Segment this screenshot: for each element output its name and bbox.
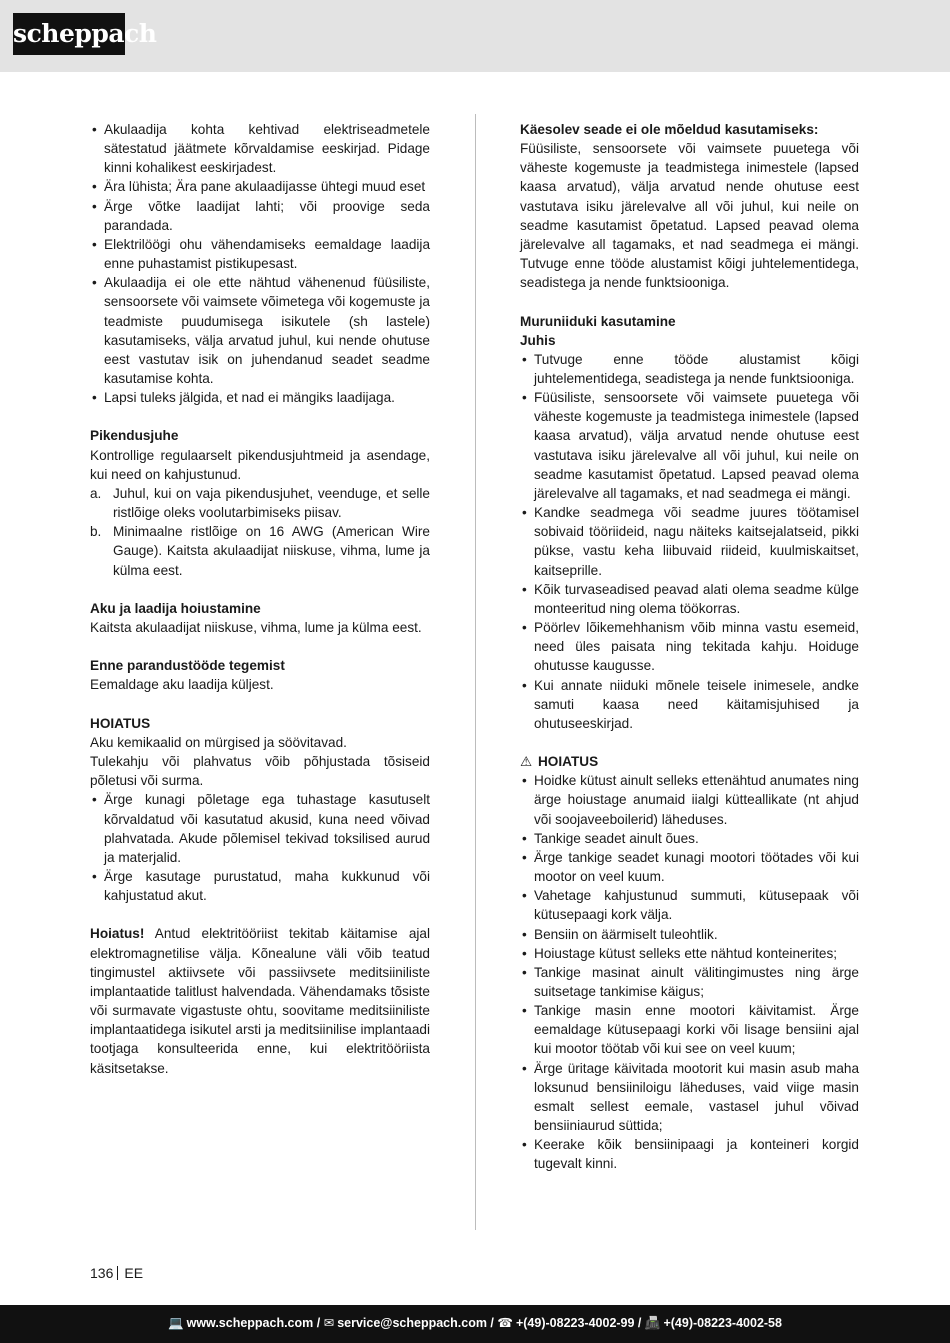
website-link[interactable]: www.scheppach.com /: [186, 1316, 321, 1330]
right-column: [520, 120, 859, 1174]
list-item: • Bensiin on äärmiselt tuleohtlik.: [520, 925, 859, 944]
fuel-warning-heading-row: [520, 752, 859, 771]
footer-separator: [117, 1266, 118, 1280]
computer-icon: 💻: [168, 1316, 184, 1330]
header-band: [0, 0, 950, 72]
list-item: • Kui annate niiduki mõnele teisele inimesele, andke samuti kaasa need käitamisjuhised ja ohutuseeskirjad.: [520, 676, 859, 733]
list-item: • Ärge kunagi põletage ega tuhastage kasutuselt kõrvaldatud või kasutatud akusid, kuna need võivad plahvatada. Akude põlemisel tekivad toksilised aurud ja materjalid.: [90, 790, 430, 867]
list-item: • Hoiustage kütust selleks ette nähtud konteinerites;: [520, 944, 859, 963]
extension-cord-heading: Pikendusjuhe: [90, 428, 179, 444]
phone-icon: ☎: [497, 1316, 513, 1330]
list-item: • Tutvuge enne tööde alustamist kõigi juhtelementidega, seadistega ja nende funktsiooniga.: [520, 350, 859, 388]
mower-use-heading: Muruniiduki kasutamine: [520, 313, 676, 329]
list-item: • Keerake kõik bensiinipaagi ja konteineri korgid tugevalt kinni.: [520, 1135, 859, 1173]
list-item: • Ärge tankige seadet kunagi mootori töötades või kui mootor on veel kuum.: [520, 848, 859, 886]
list-item: • Ärge võtke laadijat lahti; või proovige seda parandada.: [90, 197, 430, 235]
list-item-text: Minimaalne ristlõige on 16 AWG (American Wire Gauge). Kaitsta akulaadijat niiskuse, vihma, lume ja külma eest.: [113, 524, 430, 578]
list-item: [90, 522, 430, 579]
left-column: [90, 120, 430, 1078]
language-code: EE: [124, 1265, 144, 1281]
list-item: • Kõik turvaseadised peavad alati olema seadme külge monteeritud ning olema töökorras.: [520, 580, 859, 618]
phone-number: +(49)-08223-4002-99 /: [515, 1316, 642, 1330]
warning-triangle-icon: ⚠: [520, 754, 533, 770]
extension-cord-list: [90, 484, 430, 580]
emf-warning-label: Hoiatus!: [90, 926, 145, 942]
email-link[interactable]: service@scheppach.com /: [337, 1316, 494, 1330]
repair-text: Eemaldage aku laadija küljest.: [90, 677, 274, 693]
page-number: 136: [90, 1265, 114, 1281]
list-item: • Ärge kasutage purustatud, maha kukkunud või kahjustatud akut.: [90, 867, 430, 905]
charger-safety-list: [90, 120, 430, 407]
list-item: • Lapsi tuleks jälgida, et nad ei mängiks laadijaga.: [90, 388, 430, 407]
list-item: • Pöörlev lõikemehhanism võib minna vastu esemeid, need üles paisata ning tekitada kahju. Hoiduge ohutusse kaugusse.: [520, 618, 859, 675]
fuel-warning-list: [520, 771, 859, 1173]
list-item: • Akulaadija kohta kehtivad elektriseadmetele sätestatud jäätmete kõrvaldamise eeskirjad. Pidage kinni kohalikest eeskirjadest.: [90, 120, 430, 177]
emf-warning-paragraph: [90, 924, 430, 1077]
intended-use-heading: Käesolev seade ei ole mõeldud kasutamiseks:: [520, 122, 819, 137]
mower-note-heading: Juhis: [520, 332, 556, 348]
battery-warning-list: [90, 790, 430, 905]
fuel-warning-heading: HOIATUS: [537, 754, 599, 770]
list-item: • Füüsiliste, sensoorsete või vaimsete puuetega või väheste kogemuste ja teadmistega inimestele (lapsed kaasa arvatud), välja arvatud nende ohutuse eest vastutava isiku järelevalve all või juhul, kui neile on seadme kasutamist õpetatud. Lapsed peavad olema järelevalve all tagamaks, et nad seadmega ei mängi.: [520, 388, 859, 503]
mail-icon: ✉: [323, 1316, 335, 1330]
list-item: • Tankige masin enne mootori käivitamist. Ärge eemaldage kütusepaagi korki või lisage bensiini ajal kui mootor töötab või kui see on veel kuum;: [520, 1001, 859, 1058]
column-divider: [475, 114, 476, 1230]
battery-warning-line: Aku kemikaalid on mürgised ja söövitavad.: [90, 734, 347, 750]
list-item: • Tankige masinat ainult välitingimustes ning ärge suitsetage tankimise käigus;: [520, 963, 859, 1001]
list-item: • Ärge üritage käivitada mootorit kui masin asub maha loksunud bensiiniloigu läheduses, vaid viige masin esmalt sellest eemale, vastasel juhul võivad bensiiniaurud süttida;: [520, 1059, 859, 1136]
contact-bar: [0, 1305, 950, 1343]
list-item: • Elektrilöögi ohu vähendamiseks eemaldage laadija enne puhastamist pistikupesast.: [90, 235, 430, 273]
list-item: • Kandke seadmega või seadme juures töötamisel sobivaid tööriideid, nagu näiteks kaitsejalatseid, pikki pükse, vastu keha liibuvaid riideid, kuulmiskaitset, kaitseprille.: [520, 503, 859, 580]
battery-warning-heading: HOIATUS: [90, 715, 151, 731]
mower-instruction-list: [520, 350, 859, 733]
fax-icon: 📠: [644, 1316, 661, 1330]
repair-heading: Enne parandustööde tegemist: [90, 658, 285, 674]
list-item: • Akulaadija ei ole ette nähtud vähenenud füüsiliste, sensoorsete või vaimsete võimetega või kogemuste ja teadmiste puudumisega isikutele (sh lastele) kasutamiseks, välja arvatud juhul, kui nende ohutuse eest vastutav isik on juhendanud seadet seadme kasutamise kohta.: [90, 273, 430, 388]
list-item: • Vahetage kahjustunud summuti, kütusepaak või kütusepaagi kork välja.: [520, 886, 859, 924]
scheppach-logo: scheppach: [13, 13, 125, 55]
list-item: • Ära lühista; Ära pane akulaadijasse ühtegi muud eset: [90, 177, 430, 196]
list-item: • Hoidke kütust ainult selleks ettenähtud anumates ning ärge hoiustage anumaid iialgi kütteallikate (nt ahjud või soojaveeboilerid) läheduses.: [520, 771, 859, 828]
battery-warning-line: Tulekahju või plahvatus võib põhjustada tõsiseid põletusi või surma.: [90, 754, 430, 789]
storage-heading: Aku ja laadija hoiustamine: [90, 600, 261, 616]
list-item: [90, 484, 430, 522]
page-footer: [90, 1263, 143, 1283]
storage-text: Kaitsta akulaadijat niiskuse, vihma, lume ja külma eest.: [90, 620, 422, 636]
extension-cord-text: Kontrollige regulaarselt pikendusjuhtmeid ja asendage, kui need on kahjustunud.: [90, 447, 430, 482]
list-item-text: Juhul, kui on vaja pikendusjuhet, veenduge, et selle ristlõige oleks voolutarbimiseks piisav.: [113, 485, 430, 521]
list-item: • Tankige seadet ainult õues.: [520, 829, 859, 848]
emf-warning-text: Antud elektritööriist tekitab käitamise ajal elektromagnetilise välja. Kõnealune väli võib teatud tingimustel aktiivsete või passiivsete meditsiiniliste implantaatide talitlust halvendada. Vähendamaks tõsiste või surmavate vigastuste ohtu, soovitame meditsiiniliste implantaatidega isikutel arsti ja meditsiinilise implantaadi tootjaga konsulteerida enne, kui elektritööriista käsitsetakse.: [90, 926, 430, 1076]
fax-number: +(49)-08223-4002-58: [663, 1316, 782, 1330]
intended-use-text: Füüsiliste, sensoorsete või vaimsete puuetega või väheste kogemuste ja teadmistega inimestele (lapsed kaasa arvatud), välja arvatud nende ohutuse eest vastutava isiku järelevalve all või juhul, kui neile on seadme kasutamist õpetatud. Lapsed peavad olema järelevalve all tagamaks, et nad seadmega ei mängi. Tutvuge enne tööde alustamist kõigi juhtelementidega, seadistega ja nende funktsiooniga.: [520, 141, 859, 291]
